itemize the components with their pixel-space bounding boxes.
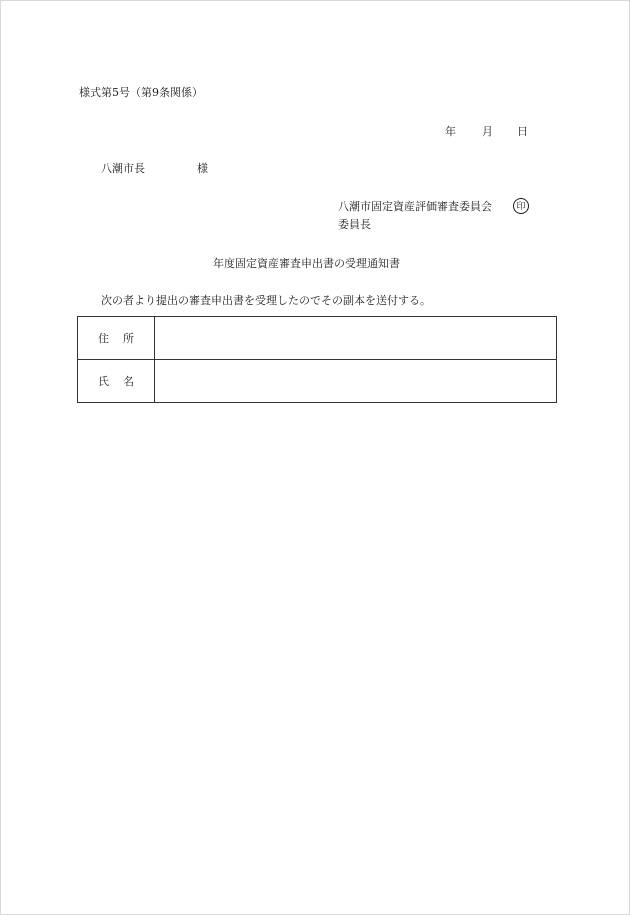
info-table xyxy=(77,316,557,403)
addressee-honorific: 様 xyxy=(197,162,208,175)
addressee xyxy=(101,162,208,176)
form-number: 様式第5号（第9条関係） xyxy=(79,86,203,99)
issuer-committee: 八潮市固定資産評価審査委員会 xyxy=(338,200,492,213)
table-row-name xyxy=(78,360,557,403)
address-field[interactable] xyxy=(155,317,557,360)
name-field[interactable] xyxy=(155,360,557,403)
addressee-name: 八潮市長 xyxy=(101,162,145,175)
body-text: 次の者より提出の審査申出書を受理したのでその副本を送付する。 xyxy=(101,294,431,307)
date-month-label: 月 xyxy=(482,125,493,138)
issuer-title: 委員長 xyxy=(338,218,371,231)
date-year-label: 年 xyxy=(445,125,456,138)
name-label: 氏名 xyxy=(78,360,155,403)
table-row-address xyxy=(78,317,557,360)
address-label: 住所 xyxy=(78,317,155,360)
document-title: 年度固定資産審査申出書の受理通知書 xyxy=(213,257,400,270)
date-day-label: 日 xyxy=(517,125,528,138)
seal-stamp-icon: 印 xyxy=(513,198,529,214)
